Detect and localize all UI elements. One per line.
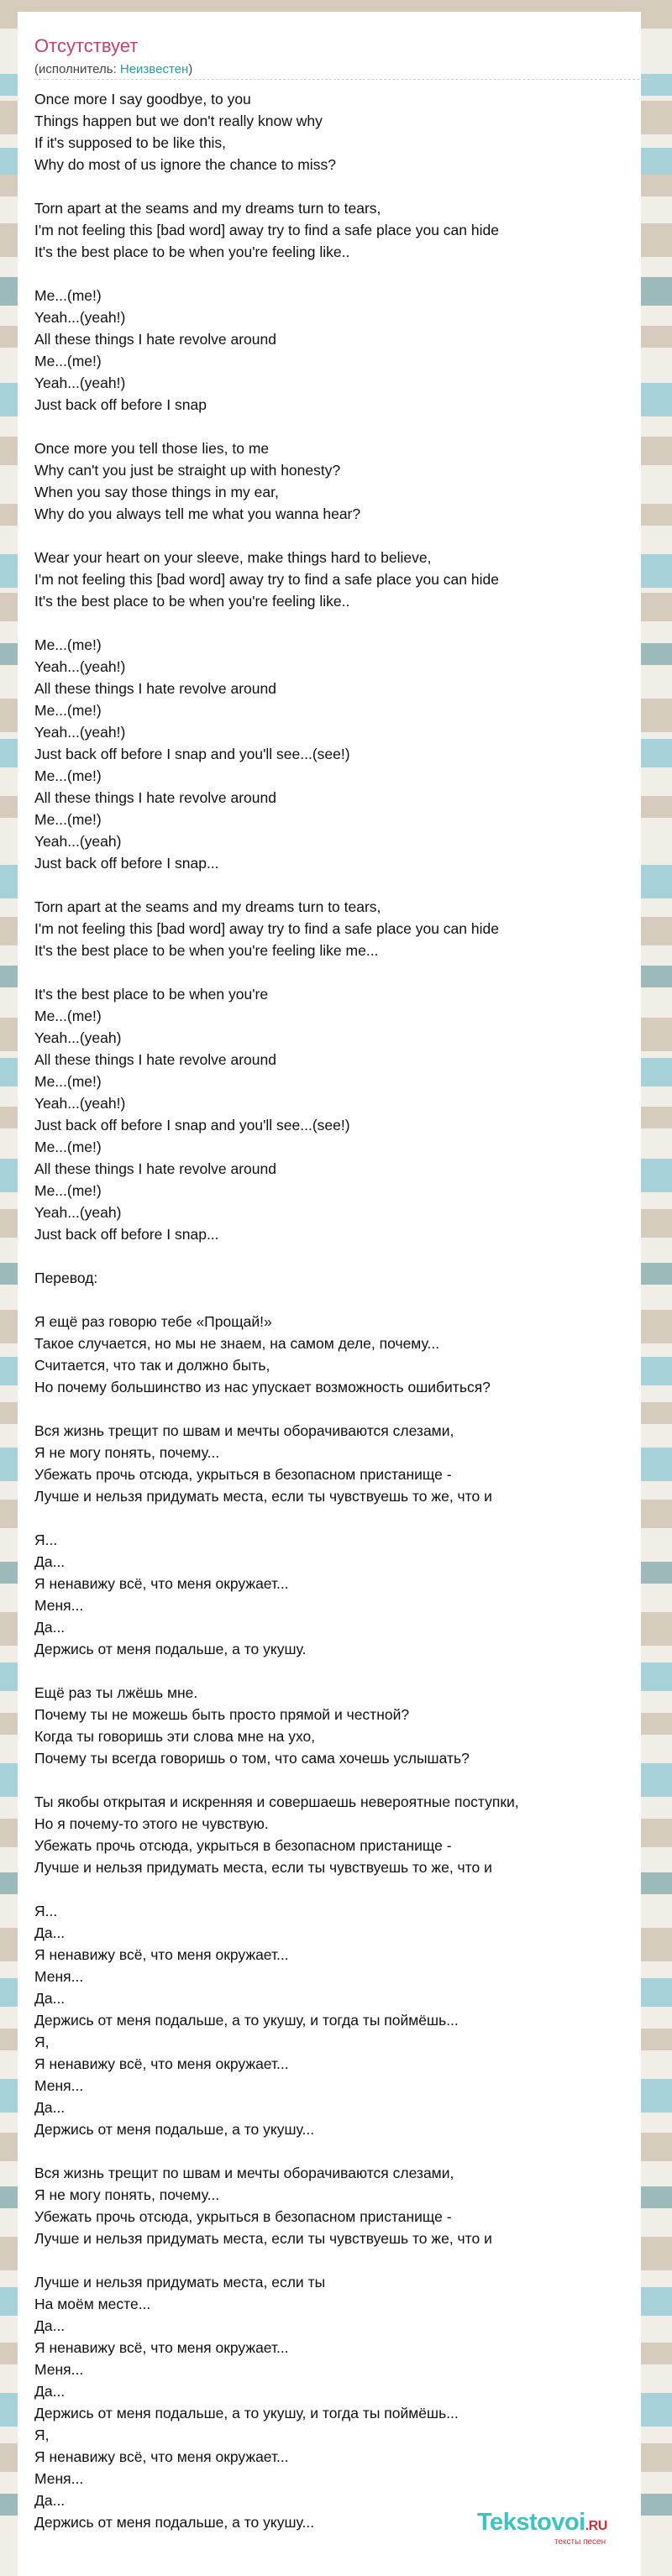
lyric-line: Лучше и нельзя придумать места, если ты чувствуешь то же, что и (34, 1859, 492, 1876)
lyric-line: Ещё раз ты лжёшь мне. (34, 1684, 198, 1701)
lyric-line: Yeah...(yeah!) (34, 374, 126, 391)
lyric-line: It's the best place to be when you're feeling like me... (34, 942, 379, 959)
lyric-line: Yeah...(yeah!) (34, 658, 126, 675)
lyric-line: Me...(me!) (34, 767, 102, 784)
lyric-line: Меня... (34, 1968, 84, 1985)
lyric-line: Да... (34, 2383, 66, 2400)
stanza-gap (34, 1878, 648, 1900)
lyric-line: Я... (34, 1903, 58, 1919)
lyric-line: Me...(me!) (34, 1139, 102, 1155)
lyric-line: Но почему большинство из нас упускает возможность ошибиться? (34, 1379, 491, 1395)
stanza-gap (34, 175, 648, 197)
lyric-line: Yeah...(yeah!) (34, 1095, 126, 1112)
lyric-line: Но я почему-то этого не чувствую. (34, 1815, 269, 1832)
lyric-line: Держись от меня подальше, а то укушу. (34, 1641, 307, 1657)
song-title: Отсутствует (34, 35, 139, 56)
lyric-line: Считается, что так и должно быть, (34, 1357, 270, 1374)
lyric-line: Me...(me!) (34, 636, 102, 653)
lyric-line: Да... (34, 2492, 66, 2509)
lyric-line: Me...(me!) (34, 702, 102, 719)
lyric-line: Я не могу понять, почему... (34, 1444, 220, 1461)
lyric-line: Yeah...(yeah) (34, 1204, 122, 1221)
lyric-line: Я ненавижу всё, что меня окружает... (34, 1946, 289, 1963)
lyric-line: Once more I say goodbye, to you (34, 91, 251, 107)
lyric-line: Torn apart at the seams and my dreams turn to tears, (34, 898, 381, 915)
lyric-line: All these things I hate revolve around (34, 789, 276, 806)
lyric-line: Я ненавижу всё, что меня окружает... (34, 1575, 289, 1592)
artist-prefix: (исполнитель: (34, 62, 120, 76)
stanza-gap (34, 961, 648, 983)
lyric-line: Да... (34, 2317, 66, 2334)
lyric-line: Me...(me!) (34, 1008, 102, 1024)
lyric-line: All these things I hate revolve around (34, 1160, 276, 1177)
logo-tld: .RU (585, 2519, 607, 2533)
lyric-line: Wear your heart on your sleeve, make things hard to believe, (34, 549, 432, 566)
stanza-gap (34, 1289, 648, 1311)
stanza-gap (34, 874, 648, 896)
lyric-line: Я... (34, 1531, 58, 1548)
lyric-line: Меня... (34, 1597, 84, 1614)
title-divider (34, 79, 652, 80)
lyric-line: Меня... (34, 2470, 84, 2487)
lyrics-card (18, 12, 641, 2576)
lyric-line: Вся жизнь трещит по швам и мечты оборачиваются слезами, (34, 2165, 454, 2181)
lyric-line: Да... (34, 1619, 66, 1636)
lyric-line: I'm not feeling this [bad word] away try to find a safe place you can hide (34, 571, 499, 588)
lyric-line: Почему ты не можешь быть просто прямой и честной? (34, 1706, 410, 1723)
lyric-line: Just back off before I snap and you'll see...(see!) (34, 1117, 350, 1134)
lyrics-text (34, 88, 648, 2533)
lyric-line: Torn apart at the seams and my dreams turn to tears, (34, 200, 381, 217)
lyric-line: Me...(me!) (34, 287, 102, 304)
lyric-line: Things happen but we don't really know why (34, 113, 323, 129)
stanza-gap (34, 1398, 648, 1420)
lyric-line: Держись от меня подальше, а то укушу, и тогда ты поймёшь... (34, 2012, 459, 2029)
lyric-line: Just back off before I snap (34, 396, 207, 413)
artist-suffix: ) (188, 62, 193, 76)
lyric-line: Убежать прочь отсюда, укрыться в безопасном пристанище - (34, 1466, 452, 1483)
logo-tagline: тексты песен (554, 2537, 606, 2547)
lyric-line: Да... (34, 1553, 66, 1570)
stanza-gap (34, 2249, 648, 2271)
lyric-line: Лучше и нельзя придумать места, если ты чувствуешь то же, что и (34, 2230, 492, 2247)
lyric-line: It's the best place to be when you're feeling like.. (34, 243, 350, 260)
lyric-line: It's the best place to be when you're (34, 986, 269, 1003)
lyric-line: Я ненавижу всё, что меня окружает... (34, 2055, 289, 2072)
lyric-line: Me...(me!) (34, 1073, 102, 1090)
lyric-line: Перевод: (34, 1270, 98, 1286)
lyric-line: Да... (34, 1924, 66, 1941)
logo-name: Tekstovoi (477, 2509, 585, 2536)
lyric-line: Just back off before I snap... (34, 855, 219, 872)
site-logo[interactable] (477, 2509, 662, 2552)
lyric-line: Держись от меня подальше, а то укушу, и тогда ты поймёшь... (34, 2405, 459, 2422)
stanza-gap (34, 263, 648, 285)
logo-wordmark (477, 2509, 607, 2537)
lyric-line: Держись от меня подальше, а то укушу... (34, 2121, 315, 2138)
lyric-line: Я ненавижу всё, что меня окружает... (34, 2339, 289, 2356)
lyric-line: Лучше и нельзя придумать места, если ты чувствуешь то же, что и (34, 1488, 492, 1505)
stanza-gap (34, 612, 648, 634)
lyric-line: All these things I hate revolve around (34, 1051, 276, 1068)
lyric-line: Just back off before I snap... (34, 1226, 219, 1243)
lyric-line: Лучше и нельзя придумать места, если ты (34, 2274, 326, 2291)
lyric-line: Да... (34, 1990, 66, 2007)
lyric-line: All these things I hate revolve around (34, 680, 276, 697)
lyric-line: Меня... (34, 2077, 84, 2094)
stanza-gap (34, 1507, 648, 1529)
lyric-line: Я ещё раз говорю тебе «Прощай!» (34, 1313, 272, 1330)
lyric-line: Why do most of us ignore the chance to miss? (34, 156, 336, 173)
lyric-line: I'm not feeling this [bad word] away try to find a safe place you can hide (34, 222, 499, 238)
lyric-line: Yeah...(yeah) (34, 833, 122, 850)
lyric-line: Я, (34, 2034, 50, 2050)
lyric-line: Ты якобы открытая и искренняя и совершаешь невероятные поступки, (34, 1793, 519, 1810)
lyric-line: Once more you tell those lies, to me (34, 440, 270, 457)
lyric-line: Меня... (34, 2361, 84, 2378)
lyric-line: Why do you always tell me what you wanna hear? (34, 505, 361, 522)
lyric-line: If it's supposed to be like this, (34, 134, 227, 151)
artist-link[interactable]: Неизвестен (119, 62, 189, 76)
lyric-line: I'm not feeling this [bad word] away try to find a safe place you can hide (34, 920, 499, 937)
lyric-line: Yeah...(yeah!) (34, 724, 126, 741)
lyric-line: Yeah...(yeah!) (34, 309, 126, 326)
artist-line (34, 62, 192, 77)
lyric-line: Me...(me!) (34, 353, 102, 369)
lyric-line: Когда ты говоришь эти слова мне на ухо, (34, 1728, 316, 1745)
lyric-line: Вся жизнь трещит по швам и мечты оборачиваются слезами, (34, 1422, 454, 1439)
lyric-line: Why can't you just be straight up with honesty? (34, 462, 341, 479)
lyric-line: Я, (34, 2427, 50, 2443)
lyric-line: На моём месте... (34, 2296, 151, 2312)
lyric-line: Убежать прочь отсюда, укрыться в безопасном пристанище - (34, 1837, 452, 1854)
stanza-gap (34, 2140, 648, 2162)
stanza-gap (34, 1245, 648, 1267)
stanza-gap (34, 1660, 648, 1682)
lyric-line: Me...(me!) (34, 1182, 102, 1199)
lyric-line: Почему ты всегда говоришь о том, что сама хочешь услышать? (34, 1750, 470, 1767)
stanza-gap (34, 525, 648, 547)
lyric-line: When you say those things in my ear, (34, 484, 279, 500)
lyric-line: Я ненавижу всё, что меня окружает... (34, 2448, 289, 2465)
lyric-line: Держись от меня подальше, а то укушу... (34, 2514, 315, 2531)
lyric-line: Just back off before I snap and you'll see...(see!) (34, 746, 350, 762)
lyric-line: Такое случается, но мы не знаем, на самом деле, почему... (34, 1335, 440, 1352)
lyric-line: Да... (34, 2099, 66, 2116)
lyric-line: All these things I hate revolve around (34, 331, 276, 348)
lyric-line: It's the best place to be when you're feeling like.. (34, 593, 350, 610)
lyric-line: Убежать прочь отсюда, укрыться в безопасном пристанище - (34, 2208, 452, 2225)
stanza-gap (34, 1769, 648, 1791)
stanza-gap (34, 416, 648, 437)
lyric-line: Yeah...(yeah) (34, 1029, 122, 1046)
lyric-line: Me...(me!) (34, 811, 102, 828)
lyric-line: Я не могу понять, почему... (34, 2186, 220, 2203)
